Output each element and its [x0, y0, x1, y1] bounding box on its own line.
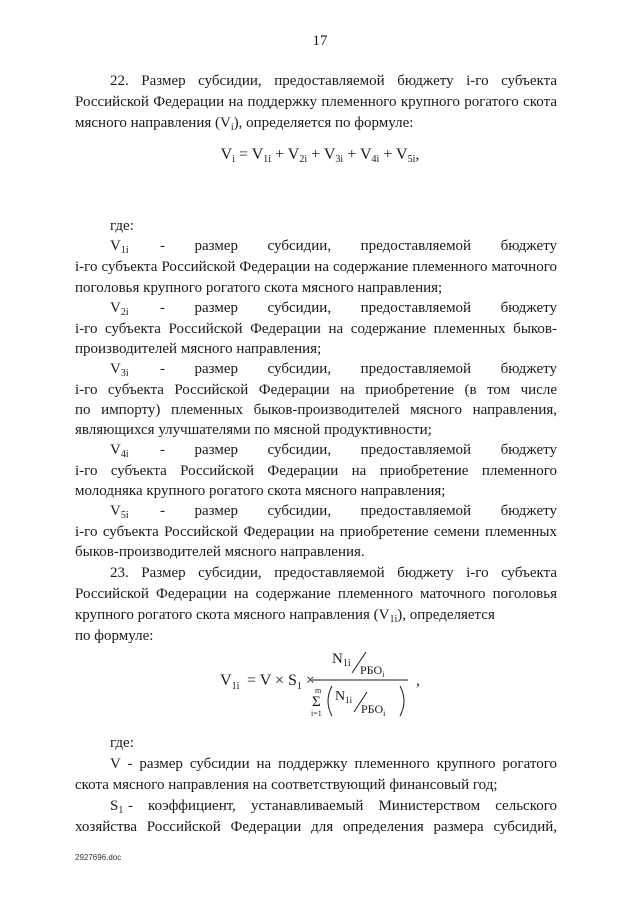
definition-text: быков-производителей мясного направления. — [75, 544, 365, 560]
formula-2 — [200, 640, 460, 720]
paragraph-text: мясного направления $(V_i)$, определяется по формуле: — [75, 115, 414, 133]
definition-text: - размер субсидии, предоставляемой бюджету — [160, 300, 557, 316]
sum-lower-limit: i=1 — [311, 709, 322, 718]
denominator-n: $N_{1i}$ — [335, 689, 353, 705]
definition-text: i-го субъекта Российской Федерации на приобретение (в том числе — [75, 382, 557, 398]
paragraph-text: Размер субсидии, предоставляемой бюджету i-го субъекта — [141, 73, 558, 89]
formula-1: $V_i = V_{1i} + V_{2i} + V_{3i} + V_{4i} + V_{5i}$, — [220, 146, 420, 165]
definition-text: i-го субъекта Российской Федерации на содержание племенных быков- — [75, 321, 557, 337]
paragraph-text: по формуле: — [75, 628, 154, 644]
paragraph-text: Размер субсидии, предоставляемой бюджету i-го субъекта — [141, 565, 558, 581]
where-label: где: — [110, 735, 134, 751]
paragraph-text: крупного рогатого скота мясного направления $(V_{1i})$, определяется — [75, 607, 495, 625]
definition-text: i-го субъекта Российской Федерации на приобретение племенного — [75, 463, 557, 479]
definition-text: молодняка крупного рогатого скота мясного направления; — [75, 483, 446, 499]
definition-text: i-го субъекта Российской Федерации на содержание племенного маточного — [75, 259, 557, 275]
paragraph-number: 23. — [110, 565, 129, 581]
where-label: где: — [110, 218, 134, 234]
definition-text: - размер субсидии, предоставляемой бюджету — [160, 361, 557, 377]
footer-filename: 2927696.doc — [75, 853, 122, 862]
definition-text: - коэффициент, устанавливаемый Министерством сельского — [128, 798, 557, 814]
formula-tail: , — [416, 672, 420, 689]
numerator-n: $N_{1i}$ — [332, 651, 351, 669]
definition-text: - размер субсидии, предоставляемой бюджету — [160, 238, 557, 254]
right-paren — [400, 686, 404, 716]
left-paren — [328, 686, 332, 716]
paragraph-text: Российской Федерации на поддержку племенного крупного рогатого скота — [75, 94, 557, 110]
definition-symbol: $V_{1i}$ — [110, 238, 129, 256]
definition-symbol: $V_{5i}$ — [110, 503, 129, 521]
page-number: 17 — [312, 33, 328, 49]
definition-text: хозяйства Российской Федерации для определения размера субсидий, — [75, 819, 557, 835]
definition-symbol: $V_{3i}$ — [110, 361, 129, 379]
definition-text: - размер субсидии, предоставляемой бюджету — [160, 503, 557, 519]
formula-lhs: $V_{1i}$ — [220, 672, 240, 692]
definition-text: производителей мясного направления; — [75, 341, 322, 357]
denominator-rbo: $РБО_i$ — [361, 702, 386, 718]
definition-text: V - размер субсидии на поддержку племенного крупного рогатого — [110, 756, 557, 772]
paragraph-text: Российской Федерации на содержание племенного маточного поголовья — [75, 586, 557, 602]
definition-text: скота мясного направления на соответствующий финансовый год; — [75, 777, 498, 793]
formula-middle: = $V \times S_1$ × — [247, 672, 315, 692]
paragraph-number: 22. — [110, 73, 129, 89]
definition-symbol: $V_{2i}$ — [110, 300, 129, 318]
definition-symbol: $S_1$ — [110, 798, 124, 816]
sum-upper-limit: m — [315, 686, 322, 695]
definition-text: поголовья крупного рогатого скота мясного направления; — [75, 280, 443, 296]
definition-symbol: $V_{4i}$ — [110, 442, 129, 460]
definition-text: i-го субъекта Российской Федерации на приобретение семени племенных — [75, 524, 557, 540]
numerator-rbo: $РБО_i$ — [360, 663, 385, 679]
definition-text: являющихся улучшателями по мясной продуктивности; — [75, 422, 432, 438]
definition-text: - размер субсидии, предоставляемой бюджету — [160, 442, 557, 458]
sum-symbol: Σ — [312, 694, 321, 710]
definition-text: по импорту) племенных быков-производителей мясного направления, — [75, 402, 557, 418]
